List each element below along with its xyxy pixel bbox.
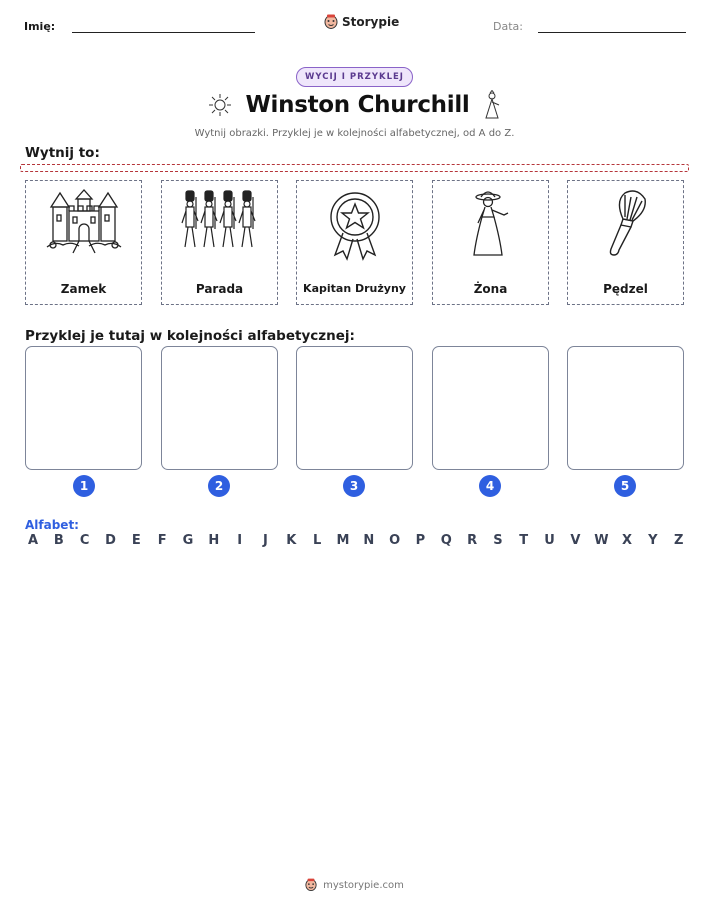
alphabet-title: Alfabet: — [25, 518, 79, 532]
alphabet-letter: U — [544, 533, 555, 548]
alphabet-letter: H — [208, 533, 220, 548]
princess-doodle-icon — [482, 90, 502, 120]
name-line — [72, 32, 255, 33]
cut-section-label: Wytnij to: — [25, 145, 100, 161]
date-line — [538, 32, 686, 33]
alphabet-letter: D — [105, 533, 116, 548]
instructions: Wytnij obrazki. Przyklej je w kolejności alfabetycznej, od A do Z. — [194, 128, 515, 139]
cut-card-label: Kapitan Drużyny — [303, 282, 406, 295]
slot-number-4: 4 — [479, 475, 501, 497]
storypie-mascot-icon — [305, 878, 317, 892]
cut-card-captain[interactable] — [296, 180, 413, 305]
paste-slot-1[interactable] — [25, 346, 142, 470]
alphabet-letter: F — [157, 533, 167, 548]
title-row — [0, 90, 709, 120]
paste-section-label: Przyklej je tutaj w kolejności alfabetycznej: — [25, 328, 355, 344]
slot-number-3: 3 — [343, 475, 365, 497]
alphabet-letter: V — [570, 533, 581, 548]
paste-slot-3[interactable] — [296, 346, 413, 470]
alphabet-letter: E — [131, 533, 141, 548]
alphabet-letter: T — [519, 533, 529, 548]
cut-card-label: Żona — [473, 282, 508, 296]
alphabet-letter: Y — [648, 533, 658, 548]
paste-slot-5[interactable] — [567, 346, 684, 470]
paste-slot-4[interactable] — [432, 346, 549, 470]
slot-number-2: 2 — [208, 475, 230, 497]
storypie-mascot-icon — [324, 14, 338, 30]
slot-number-1: 1 — [73, 475, 95, 497]
woman-icon — [466, 189, 516, 259]
alphabet-letter: M — [336, 533, 350, 548]
brand-logo — [324, 14, 399, 30]
alphabet-letter: J — [263, 533, 268, 548]
alphabet-letter: A — [27, 533, 39, 548]
alphabet-letter: C — [79, 533, 90, 548]
footer-url: mystorypie.com — [323, 879, 404, 891]
page-title: Winston Churchill — [245, 92, 470, 118]
cut-card-label: Parada — [195, 282, 244, 296]
cut-line — [20, 164, 689, 172]
alphabet-row — [26, 533, 686, 548]
alphabet-letter: Z — [673, 533, 684, 548]
alphabet-letter: R — [467, 533, 478, 548]
alphabet-letter: N — [363, 533, 375, 548]
cut-card-wife[interactable] — [432, 180, 549, 305]
castle-icon — [45, 189, 123, 255]
alphabet-letter: W — [594, 533, 609, 548]
cut-card-label: Pędzel — [603, 282, 648, 296]
brush-icon — [601, 189, 651, 259]
cut-card-castle[interactable] — [25, 180, 142, 305]
alphabet-letter: B — [53, 533, 64, 548]
brand-name: Storypie — [342, 15, 400, 29]
alphabet-letter: O — [389, 533, 401, 548]
date-label: Data: — [493, 20, 523, 33]
cut-card-brush[interactable] — [567, 180, 684, 305]
alphabet-letter: K — [286, 533, 297, 548]
parade-icon — [180, 189, 260, 255]
badge-icon — [325, 189, 385, 261]
activity-badge: WYCIJ I PRZYKLEJ — [296, 67, 413, 87]
alphabet-letter: I — [237, 533, 243, 548]
alphabet-letter: P — [415, 533, 426, 548]
alphabet-letter: Q — [440, 533, 452, 548]
alphabet-letter: L — [312, 533, 322, 548]
footer — [0, 878, 709, 892]
cut-card-label: Zamek — [60, 282, 107, 296]
name-label: Imię: — [24, 20, 56, 33]
paste-slot-2[interactable] — [161, 346, 278, 470]
alphabet-letter: X — [622, 533, 633, 548]
alphabet-letter: S — [493, 533, 503, 548]
alphabet-letter: G — [182, 533, 194, 548]
slot-number-5: 5 — [614, 475, 636, 497]
cut-card-parade[interactable] — [161, 180, 278, 305]
sun-doodle-icon — [207, 92, 233, 118]
